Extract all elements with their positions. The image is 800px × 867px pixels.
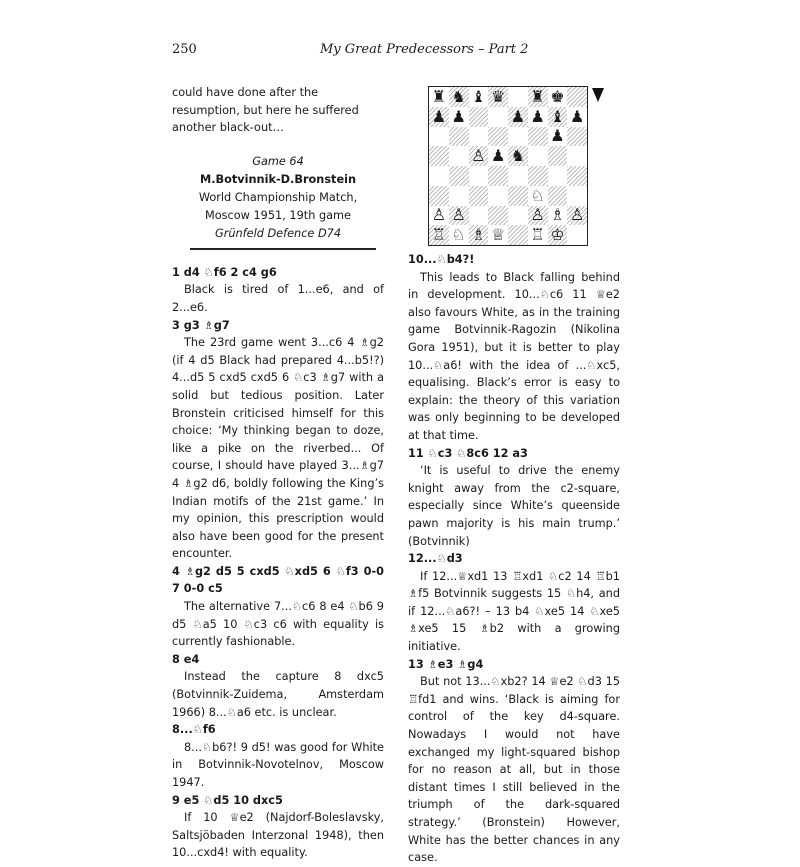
- board-square: [469, 186, 489, 206]
- board-square: [469, 107, 489, 127]
- board-square: ♟: [429, 107, 449, 127]
- move-line: 8 e4: [172, 652, 200, 666]
- board-square: ♙: [528, 206, 548, 226]
- board-square: [567, 146, 587, 166]
- board-square: ♗: [548, 206, 568, 226]
- board-square: ♛: [488, 87, 508, 107]
- board-square: ♕: [488, 225, 508, 245]
- board-square: [508, 225, 528, 245]
- move-line: 1 d4 ♘f6 2 c4 g6: [172, 265, 277, 279]
- board-square: [567, 186, 587, 206]
- board-square: [449, 186, 469, 206]
- move-line: 9 e5 ♘d5 10 dxc5: [172, 793, 283, 807]
- annotation-paragraph: 8...♘b6?! 9 d5! was good for White in Botvinnik-Novotelnov, Moscow 1947.: [172, 740, 384, 789]
- board-square: ♟: [548, 127, 568, 147]
- annotation-paragraph: ‘It is useful to drive the enemy knight away from the c2-square, especially since White’s queenside pawn majority is his main trump.’ (Botvinnik): [408, 464, 620, 548]
- board-square: [469, 206, 489, 226]
- game-number: Game 64: [252, 154, 304, 168]
- board-square: ♟: [508, 107, 528, 127]
- board-square: [429, 127, 449, 147]
- game-players: M.Botvinnik-D.Bronstein: [199, 172, 357, 186]
- board-square: ♖: [429, 225, 449, 245]
- board-square: [488, 206, 508, 226]
- annotation-paragraph: The 23rd game went 3...c6 4 ♗g2 (if 4 d5 Black had prepared 4...b5!?) 4...d5 5 cxd5 cxd5 6 ♘c3 ♗g7 with a solid but tedious position. Later Bronstein criticised himself for this choice: ‘My thinking began to doze, like a pike on the riverbed... Of course, I should have played 3...♗g7 4 ♗g2 d6, boldly following the King’s Indian motifs of the 21st game.’ In my opinion, this prescription would also have been good for the present encounter.: [172, 336, 384, 561]
- move-line: 8...♘f6: [172, 723, 216, 737]
- board-square: [528, 166, 548, 186]
- board-square: [488, 107, 508, 127]
- board-square: [449, 127, 469, 147]
- board-square: ♟: [528, 107, 548, 127]
- board-square: [429, 186, 449, 206]
- board-square: [508, 127, 528, 147]
- board-square: [548, 146, 568, 166]
- board-square: ♙: [429, 206, 449, 226]
- annotation-paragraph: The alternative 7...♘c6 8 e4 ♘b6 9 d5 ♘a5 10 ♘c3 c6 with equality is currently fashionable.: [172, 600, 384, 649]
- board-square: [469, 127, 489, 147]
- board-square: [449, 166, 469, 186]
- board-square: [567, 127, 587, 147]
- board-square: [548, 166, 568, 186]
- board-square: ♘: [449, 225, 469, 245]
- running-title: My Great Predecessors – Part 2: [320, 42, 529, 57]
- board-square: [508, 166, 528, 186]
- move-line: 13 ♗e3 ♗g4: [408, 657, 484, 671]
- board-square: ♝: [548, 107, 568, 127]
- board-square: [528, 127, 548, 147]
- move-line: 11 ♘c3 ♘8c6 12 a3: [408, 446, 528, 460]
- board-square: [429, 146, 449, 166]
- board-square: [528, 146, 548, 166]
- right-annotations: [408, 251, 620, 867]
- game-event: World Championship Match,: [198, 190, 358, 204]
- chess-diagram: [428, 86, 588, 246]
- board-square: ♙: [449, 206, 469, 226]
- board-square: [508, 206, 528, 226]
- section-rule: [190, 248, 376, 250]
- board-square: [488, 186, 508, 206]
- page-number: 250: [172, 42, 197, 57]
- game-venue: Moscow 1951, 19th game: [204, 208, 352, 222]
- board-square: ♞: [508, 146, 528, 166]
- game-header: [172, 153, 384, 243]
- board-square: [508, 87, 528, 107]
- board-square: ♙: [469, 146, 489, 166]
- game-opening: Grünfeld Defence D74: [214, 226, 342, 240]
- board-square: [488, 127, 508, 147]
- board-square: [567, 87, 587, 107]
- annotation-paragraph: This leads to Black falling behind in development. 10...♘c6 11 ♕e2 also favours White, as in the training game Botvinnik-Ragozin (Nikolina Gora 1951), but it is better to play 10...♘a6! with the idea of ...♘xc5, equalising. Black’s error is easy to explain: the theory of this variation was only beginning to be developed at that time.: [408, 270, 620, 442]
- board-square: ♚: [548, 87, 568, 107]
- board-square: ♖: [528, 225, 548, 245]
- board-square: ♟: [449, 107, 469, 127]
- board-square: [449, 146, 469, 166]
- annotation-paragraph: If 10 ♕e2 (Najdorf-Boleslavsky, Saltsjöbaden Interzonal 1948), then 10...cxd4! with equality.: [172, 811, 384, 860]
- board-square: ♜: [528, 87, 548, 107]
- board-square: ♝: [469, 87, 489, 107]
- move-line: 3 g3 ♗g7: [172, 318, 230, 332]
- board-square: ♔: [548, 225, 568, 245]
- board-square: ♟: [488, 146, 508, 166]
- intro-text: could have done after the resumption, but here he suffered another black-out…: [172, 86, 359, 135]
- board-square: ♗: [469, 225, 489, 245]
- annotation-paragraph: Black is tired of 1...e6, and of 2...e6.: [172, 283, 384, 314]
- black-to-move-arrow-icon: [592, 88, 604, 102]
- board-square: ♘: [528, 186, 548, 206]
- board-square: ♙: [567, 206, 587, 226]
- board-square: [567, 166, 587, 186]
- left-column: [172, 84, 384, 862]
- annotation-paragraph: Instead the capture 8 dxc5 (Botvinnik-Zuidema, Amsterdam 1966) 8...♘a6 etc. is unclear.: [172, 670, 384, 719]
- board-square: [429, 166, 449, 186]
- board-square: [548, 186, 568, 206]
- annotation-paragraph: If 12...♕xd1 13 ♖xd1 ♘c2 14 ♖b1 ♗f5 Botvinnik suggests 15 ♘h4, and if 12...♘a6?! – 13 b4 ♘xe5 14 ♘xe5 ♗xe5 15 ♗b2 with a growing initiative.: [408, 569, 620, 654]
- move-line: 10...♘b4?!: [408, 253, 475, 266]
- board-square: [508, 186, 528, 206]
- move-line: 4 ♗g2 d5 5 cxd5 ♘xd5 6 ♘f3 0-0 7 0-0 c5: [172, 564, 384, 596]
- board-square: [567, 225, 587, 245]
- board-square: ♞: [449, 87, 469, 107]
- chess-board: [429, 87, 587, 245]
- board-square: [488, 166, 508, 186]
- right-column: [408, 251, 620, 867]
- move-line: 12...♘d3: [408, 552, 463, 566]
- annotation-paragraph: But not 13...♘xb2? 14 ♕e2 ♘d3 15 ♖fd1 and wins. ‘Black is aiming for control of the key d4-square. Nowadays I would not have exchanged my light-squared bishop for no reason at all, but in those distant times I still believed in the triumph of the dark-squared strategy.’ (Bronstein) However, White has the better chances in any case.: [408, 675, 620, 865]
- left-annotations: [172, 264, 384, 862]
- board-square: ♜: [429, 87, 449, 107]
- board-square: [469, 166, 489, 186]
- board-square: ♟: [567, 107, 587, 127]
